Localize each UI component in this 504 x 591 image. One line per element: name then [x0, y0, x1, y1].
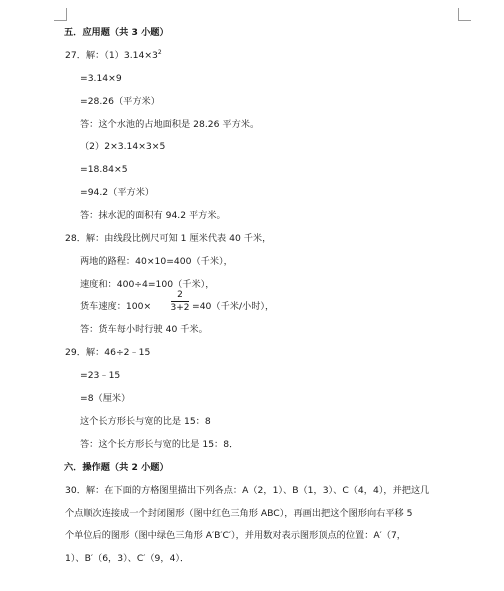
q27-step-1: =3.14×9 [80, 73, 122, 84]
q28-step-2: 速度和：400÷4=100（千米）， [80, 279, 215, 290]
q29-step-3: 这个长方形长与宽的比是 15：8 [80, 416, 211, 427]
page-corner-mark-left [54, 8, 67, 21]
q28-label: 28．解：由线段比例尺可知 1 厘米代表 40 千米， [65, 233, 272, 244]
q29-label: 29．解：46÷2﹣15 [65, 347, 151, 358]
q30-line-2: 个点顺次连接成一个封闭图形（图中红色三角形 ABC），再画出把这个图形向右平移 5 [65, 508, 413, 519]
q29-answer: 答：这个长方形长与宽的比是 15：8． [80, 439, 239, 450]
q27-exponent: 2 [157, 49, 162, 56]
q29-step-2: =8（厘米） [80, 393, 131, 404]
q30-line-4: 1）、B′（6，3）、C′（9，4）． [65, 553, 190, 564]
q28-step-3b: =40（千米/小时）， [192, 301, 275, 312]
q28-fraction-numerator: 2 [177, 290, 183, 300]
q28-fraction-denominator: 3+2 [170, 303, 190, 313]
q27-label: 27．解：（1）3.14×3 [65, 50, 158, 61]
q30-line-3: 个单位后的图形（图中绿色三角形 A′B′C′），并用数对表示图形顶点的位置：A′（7， [65, 530, 406, 541]
q28-fraction-bar [171, 301, 189, 302]
q27-line [65, 50, 162, 62]
q27-step-3: =18.84×5 [80, 164, 128, 175]
page-corner-mark-right [458, 8, 471, 21]
section-6-heading: 六．操作题（共 2 小题） [64, 462, 169, 473]
q27-step-4: =94.2（平方米） [80, 187, 155, 198]
q27-part-2: （2）2×3.14×3×5 [80, 141, 166, 152]
q27-step-2: =28.26（平方米） [80, 96, 160, 107]
q30-line-1: 30．解：在下面的方格图里描出下列各点：A（2，1）、B（1，3）、C（4，4），并把这几 [65, 485, 430, 496]
q27-answer-1: 答：这个水池的占地面积是 28.26 平方米。 [80, 119, 260, 130]
q28-answer: 答：货车每小时行驶 40 千米。 [80, 324, 208, 335]
q29-step-1: =23﹣15 [80, 370, 121, 381]
q28-step-1: 两地的路程：40×10=400（千米）， [80, 256, 233, 267]
section-5-heading: 五．应用题（共 3 小题） [64, 27, 169, 38]
q27-answer-2: 答：抹水泥的面积有 94.2 平方米。 [80, 210, 226, 221]
q28-step-3a: 货车速度：100× [80, 301, 152, 312]
